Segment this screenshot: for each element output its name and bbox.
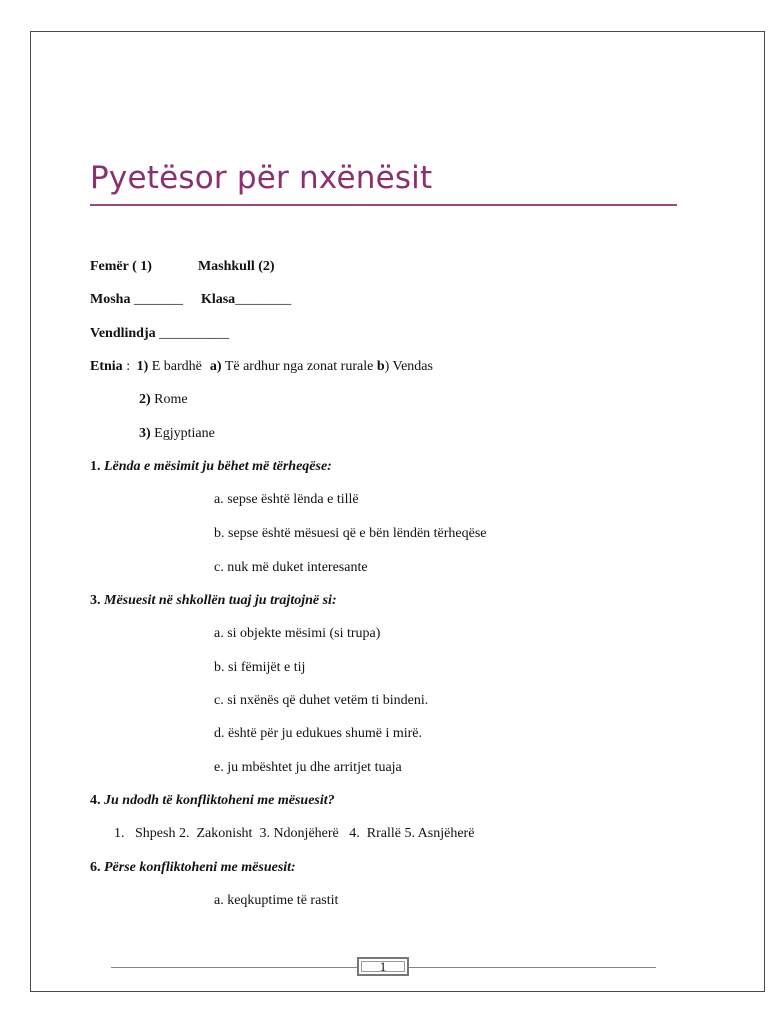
ethnicity-opt1-text: E bardhë: [151, 359, 202, 374]
gender-male: Mashkull (2): [197, 259, 275, 274]
ethnicity-opt1b-letter: b: [376, 359, 385, 374]
ethnicity-sep: :: [126, 359, 131, 374]
birthplace-blank: __________: [159, 326, 230, 341]
question-3-answer-c: c. si nxënës që duhet vetëm ti bindeni.: [214, 693, 429, 708]
page-number: 1: [379, 959, 387, 974]
footer-rule-left: [111, 967, 357, 968]
question-3: [90, 592, 337, 610]
footer-rule-right: [409, 967, 656, 968]
birthplace-row: [90, 325, 229, 343]
question-6-text: Përse konfliktoheni me mësuesit:: [104, 860, 296, 875]
question-4-number: 4.: [90, 793, 101, 808]
age-row: [90, 291, 291, 309]
age-blank: _______: [133, 292, 183, 307]
ethnicity-opt2-text: Rome: [154, 392, 188, 407]
gender-row: [90, 258, 275, 276]
ethnicity-opt3-text: Egjyptiane: [154, 426, 215, 441]
question-6: [90, 859, 296, 877]
question-4-text: Ju ndodh të konfliktoheni me mësuesit?: [104, 793, 335, 808]
ethnicity-opt1b-text: ) Vendas: [384, 359, 433, 374]
question-4: [90, 792, 335, 810]
ethnicity-opt1a-text: Të ardhur nga zonat rurale: [224, 359, 374, 374]
ethnicity-opt3-num: 3): [139, 426, 151, 441]
question-1: [90, 458, 332, 476]
question-1-number: 1.: [90, 459, 101, 474]
class-blank: ________: [235, 292, 292, 307]
question-3-answer-d: d. është për ju edukues shumë i mirë.: [214, 726, 423, 741]
page-title: Pyetësor për nxënësit: [90, 160, 433, 196]
question-3-answer-b: b. si fëmijët e tij: [214, 660, 306, 675]
question-3-number: 3.: [90, 593, 101, 608]
question-1-answer-a: a. sepse është lënda e tillë: [214, 492, 359, 507]
ethnicity-opt3: [139, 425, 215, 443]
ethnicity-row: [90, 358, 433, 376]
ethnicity-opt1a-letter: a): [209, 359, 222, 374]
question-1-answer-b: b. sepse është mësuesi që e bën lëndën tërheqëse: [214, 526, 487, 541]
age-label: Mosha: [90, 292, 131, 307]
question-3-answer-e: e. ju mbështet ju dhe arritjet tuaja: [214, 760, 402, 775]
ethnicity-opt2: [139, 391, 188, 409]
question-1-text: Lënda e mësimit ju bëhet më tërheqëse:: [104, 459, 332, 474]
question-3-answer-a: a. si objekte mësimi (si trupa): [214, 626, 381, 641]
question-3-text: Mësuesit në shkollën tuaj ju trajtojnë si:: [104, 593, 337, 608]
ethnicity-label: Etnia: [90, 359, 123, 374]
birthplace-label: Vendlindja: [90, 326, 156, 341]
question-1-answer-c: c. nuk më duket interesante: [214, 560, 368, 575]
question-4-scale: 1. Shpesh 2. Zakonisht 3. Ndonjëherë 4. Rrallë 5. Asnjëherë: [114, 826, 475, 841]
question-6-number: 6.: [90, 860, 101, 875]
question-6-answer-a: a. keqkuptime të rastit: [214, 893, 339, 908]
class-label: Klasa: [200, 292, 236, 307]
ethnicity-opt1-num: 1): [136, 359, 149, 374]
gender-female: Femër ( 1): [90, 259, 152, 274]
page-number-box: [357, 957, 409, 976]
title-underline: [90, 204, 677, 206]
ethnicity-opt2-num: 2): [139, 392, 151, 407]
